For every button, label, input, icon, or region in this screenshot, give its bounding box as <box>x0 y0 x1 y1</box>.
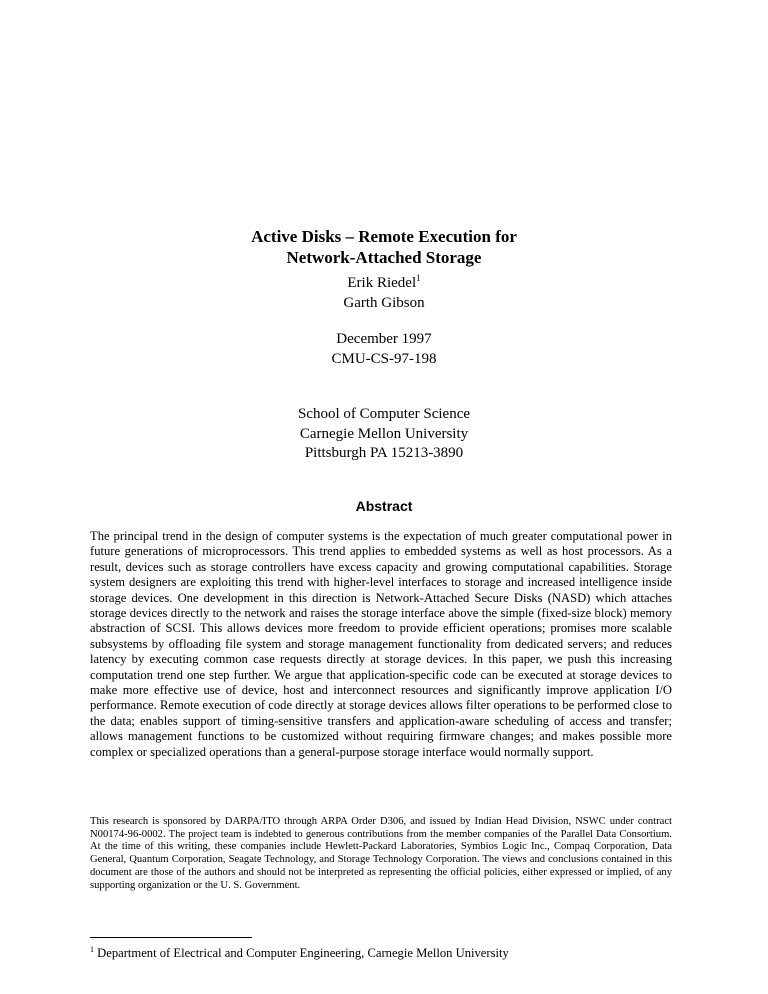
footnote <box>90 946 672 961</box>
affiliation-school: School of Computer Science <box>297 406 471 422</box>
author-2: Garth Gibson <box>343 294 425 311</box>
abstract-text: The principal trend in the design of computer systems is the expectation of much greater computational power in future generations of microprocessors. This trend applies to embedded systems as well as host processors. As a result, devices such as storage controllers have excess capacity and growing computational capabilities. Storage system designers are exploiting this trend with higher-level interfaces to storage and increased intelligence inside storage devices. One development in this direction is Network-Attached Secure Disks (NASD) which attaches storage devices directly to the network and raises the storage interface above the simple (fixed-size block) memory abstraction of SCSI. This allows devices more freedom to provide efficient operations; promises more scalable subsystems by offloading file system and storage management functionality from dedicated servers; and reduces latency by executing common case requests directly at storage devices. In this paper, we push this increasing computation trend one step further. We argue that application-specific code can be executed at storage devices to make more effective use of device, host and interconnect resources and significantly improve application I/O performance. Remote execution of code directly at storage devices allows filter operations to be performed close to the data; enables support of timing-sensitive transfers and application-aware scheduling of access and transfer; allows management functions to be customized without requiring firmware changes; and makes possible more complex or specialized operations than a general-purpose storage interface would normally support. <box>90 529 672 759</box>
author-1-footnote-mark: 1 <box>416 273 421 283</box>
report-date: December 1997 <box>336 331 432 347</box>
author-list <box>0 274 768 313</box>
sponsorship-note: This research is sponsored by DARPA/ITO through ARPA Order D306, and issued by Indian Head Division, NSWC under contract N00174-96-0002. The project team is indebted to generous contributions from the member companies of the Parallel Data Consortium. At the time of this writing, these companies include Hewlett-Packard Laboratories, Symbios Logic Inc., Compaq Corporation, Data General, Quantum Corporation, Seagate Technology, and Storage Technology Corporation. The views and conclusions contained in this document are those of the authors and should not be interpreted as representing the official policies, either expressed or implied, of any supporting organization or the U. S. Government. <box>90 816 672 891</box>
report-info <box>0 330 768 369</box>
paper-title-line-1: Active Disks – Remote Execution for <box>251 227 517 246</box>
affiliation-block <box>0 405 768 464</box>
footnote-divider <box>90 937 252 938</box>
author-1 <box>0 274 768 294</box>
affiliation-university: Carnegie Mellon University <box>299 425 469 442</box>
abstract-heading: Abstract <box>355 498 413 514</box>
footnote-text: Department of Electrical and Computer Engineering, Carnegie Mellon University <box>97 946 509 960</box>
paper-title-line-2: Network-Attached Storage <box>286 248 482 267</box>
affiliation-address: Pittsburgh PA 15213-3890 <box>304 445 464 461</box>
author-1-name: Erik Riedel <box>347 275 417 291</box>
footnote-mark: 1 <box>90 945 94 954</box>
report-number: CMU-CS-97-198 <box>331 350 437 367</box>
paper-title <box>0 226 768 268</box>
